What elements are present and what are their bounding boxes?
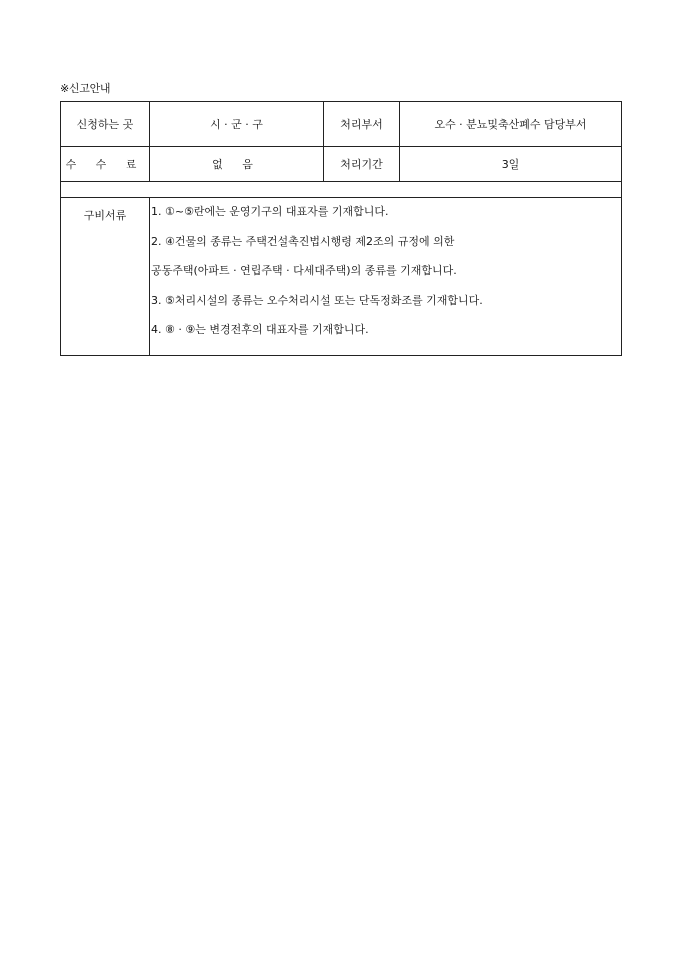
- list-item: 2. ④건물의 종류는 주택건설촉진법시행령 제2조의 규정에 의한: [151, 234, 455, 248]
- separator-cell: [61, 182, 622, 198]
- required-docs-list: [150, 198, 622, 356]
- processing-dept-value: 오수 · 분뇨및축산폐수 담당부서: [400, 102, 622, 147]
- required-docs-label: 구비서류: [61, 198, 150, 356]
- list-item: 3. ⑤처리시설의 종류는 오수처리시설 또는 단독정화조를 기재합니다.: [151, 293, 483, 307]
- fee-label: 수 수 료: [61, 147, 150, 182]
- separator-row: [61, 182, 622, 198]
- table-row: [61, 147, 622, 182]
- apply-location-value: 시 · 군 · 구: [150, 102, 324, 147]
- processing-period-label: 처리기간: [324, 147, 400, 182]
- list-item: 1. ①~⑤란에는 운영기구의 대표자를 기재합니다.: [151, 205, 389, 218]
- apply-location-label: 신청하는 곳: [61, 102, 150, 147]
- fee-value: 없 음: [150, 147, 324, 182]
- notice-table: [60, 101, 622, 356]
- table-row: [61, 102, 622, 147]
- table-row: [61, 198, 622, 356]
- processing-dept-label: 처리부서: [324, 102, 400, 147]
- notice-title: ※신고안내: [60, 82, 111, 95]
- processing-period-value: 3일: [400, 147, 622, 182]
- list-item: 4. ⑧ · ⑨는 변경전후의 대표자를 기재합니다.: [151, 323, 369, 336]
- list-item: 공동주택(아파트 · 연립주택 · 다세대주택)의 종류를 기재합니다.: [151, 264, 457, 277]
